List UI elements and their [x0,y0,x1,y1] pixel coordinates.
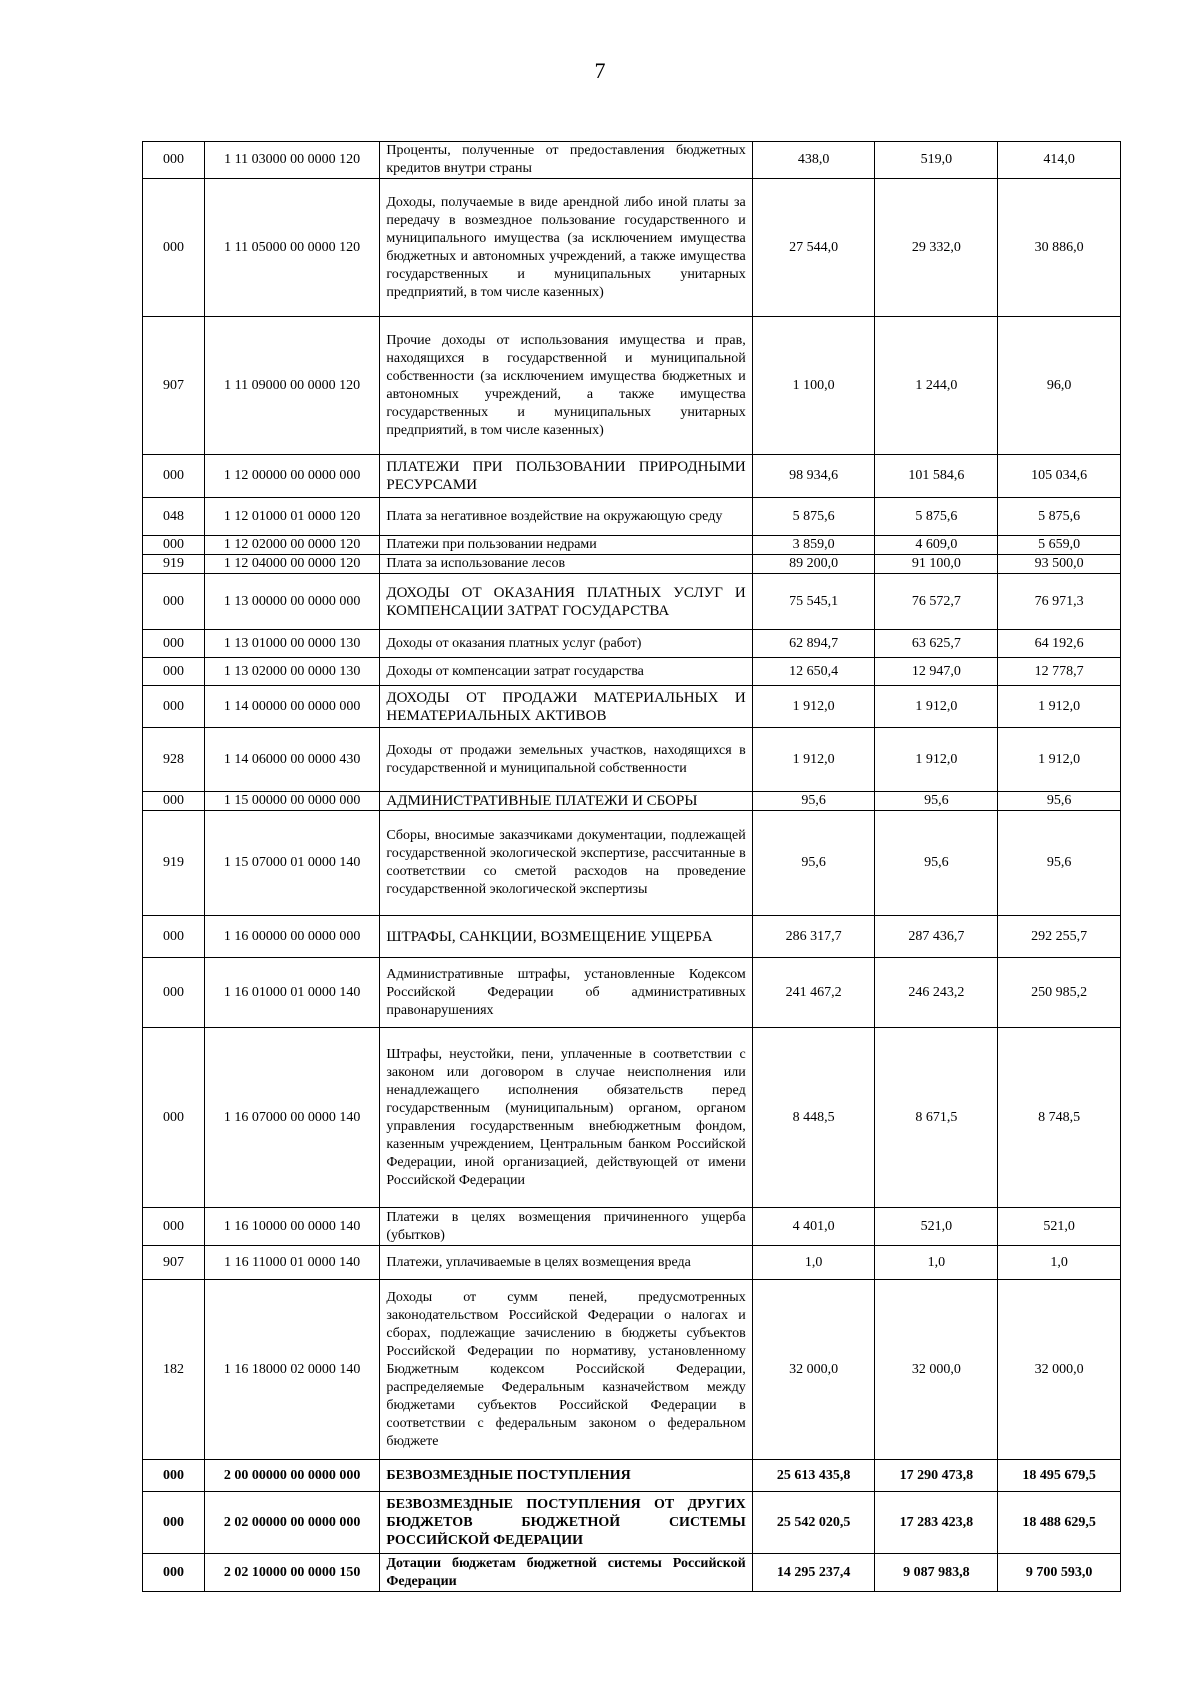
budget-classification-code: 1 16 18000 02 0000 140 [204,1280,380,1460]
admin-code: 907 [143,1246,205,1280]
admin-code: 000 [143,1554,205,1592]
revenue-name: БЕЗВОЗМЕЗДНЫЕ ПОСТУПЛЕНИЯ ОТ ДРУГИХ БЮДЖЕТОВ БЮДЖЕТНОЙ СИСТЕМЫ РОССИЙСКОЙ ФЕДЕРАЦИИ [380,1492,752,1554]
revenue-name: Доходы, получаемые в виде арендной либо иной платы за передачу в возмездное пользование государственного и муниципального имущества (за исключением имущества бюджетных и автономных учреждений, а также имущества государственных и муниципальных унитарных предприятий, в том числе казенных) [380,179,752,317]
table-row [143,1028,1121,1208]
table-row [143,1492,1121,1554]
amount-year-2: 9 087 983,8 [875,1554,998,1592]
admin-code: 919 [143,811,205,916]
budget-classification-code: 1 16 01000 01 0000 140 [204,958,380,1028]
amount-year-1: 12 650,4 [752,658,875,686]
amount-year-3: 95,6 [998,792,1121,811]
amount-year-2: 1 912,0 [875,728,998,792]
amount-year-2: 76 572,7 [875,574,998,630]
revenue-name: Платежи, уплачиваемые в целях возмещения вреда [380,1246,752,1280]
revenue-name: Плата за использование лесов [380,555,752,574]
admin-code: 182 [143,1280,205,1460]
budget-classification-code: 1 15 07000 01 0000 140 [204,811,380,916]
amount-year-3: 1 912,0 [998,686,1121,728]
table-row [143,498,1121,536]
budget-classification-code: 1 11 05000 00 0000 120 [204,179,380,317]
budget-classification-code: 2 02 10000 00 0000 150 [204,1554,380,1592]
amount-year-3: 5 659,0 [998,536,1121,555]
revenue-name: Административные штрафы, установленные Кодексом Российской Федерации об административных правонарушениях [380,958,752,1028]
table-row [143,455,1121,498]
amount-year-3: 93 500,0 [998,555,1121,574]
admin-code: 000 [143,455,205,498]
budget-classification-code: 1 16 00000 00 0000 000 [204,916,380,958]
admin-code: 000 [143,916,205,958]
amount-year-1: 98 934,6 [752,455,875,498]
revenue-name: ПЛАТЕЖИ ПРИ ПОЛЬЗОВАНИИ ПРИРОДНЫМИ РЕСУРСАМИ [380,455,752,498]
revenue-name: Штрафы, неустойки, пени, уплаченные в соответствии с законом или договором в случае неисполнения или ненадлежащего исполнения обязательств перед государственным (муниципальным) органом, органом управления государственным внебюджетным фондом, казенным учреждением, Центральным банком Российской Федерации, иной организацией, действующей от имени Российской Федерации [380,1028,752,1208]
revenue-name: Проценты, полученные от предоставления бюджетных кредитов внутри страны [380,142,752,179]
amount-year-1: 5 875,6 [752,498,875,536]
table-row [143,179,1121,317]
admin-code: 000 [143,1028,205,1208]
amount-year-2: 95,6 [875,792,998,811]
amount-year-3: 18 488 629,5 [998,1492,1121,1554]
amount-year-1: 32 000,0 [752,1280,875,1460]
admin-code: 928 [143,728,205,792]
amount-year-3: 95,6 [998,811,1121,916]
table-row [143,658,1121,686]
budget-classification-code: 1 12 00000 00 0000 000 [204,455,380,498]
amount-year-2: 63 625,7 [875,630,998,658]
amount-year-2: 8 671,5 [875,1028,998,1208]
table-row [143,630,1121,658]
budget-classification-code: 1 13 01000 00 0000 130 [204,630,380,658]
amount-year-2: 91 100,0 [875,555,998,574]
budget-classification-code: 2 02 00000 00 0000 000 [204,1492,380,1554]
amount-year-1: 25 613 435,8 [752,1460,875,1492]
budget-classification-code: 1 12 04000 00 0000 120 [204,555,380,574]
amount-year-1: 1,0 [752,1246,875,1280]
amount-year-3: 64 192,6 [998,630,1121,658]
revenue-name: Платежи в целях возмещения причиненного ущерба (убытков) [380,1208,752,1246]
table-row [143,1246,1121,1280]
budget-classification-code: 1 14 00000 00 0000 000 [204,686,380,728]
amount-year-2: 519,0 [875,142,998,179]
amount-year-3: 30 886,0 [998,179,1121,317]
admin-code: 000 [143,630,205,658]
amount-year-3: 292 255,7 [998,916,1121,958]
amount-year-1: 286 317,7 [752,916,875,958]
budget-classification-code: 1 16 10000 00 0000 140 [204,1208,380,1246]
table-row [143,1460,1121,1492]
amount-year-3: 12 778,7 [998,658,1121,686]
amount-year-2: 32 000,0 [875,1280,998,1460]
budget-classification-code: 1 12 02000 00 0000 120 [204,536,380,555]
revenue-name: АДМИНИСТРАТИВНЫЕ ПЛАТЕЖИ И СБОРЫ [380,792,752,811]
budget-classification-code: 1 16 11000 01 0000 140 [204,1246,380,1280]
amount-year-2: 95,6 [875,811,998,916]
amount-year-1: 438,0 [752,142,875,179]
revenue-name: ДОХОДЫ ОТ ПРОДАЖИ МАТЕРИАЛЬНЫХ И НЕМАТЕРИАЛЬНЫХ АКТИВОВ [380,686,752,728]
admin-code: 000 [143,686,205,728]
budget-classification-code: 1 11 09000 00 0000 120 [204,317,380,455]
budget-classification-code: 2 00 00000 00 0000 000 [204,1460,380,1492]
table-row [143,792,1121,811]
amount-year-1: 14 295 237,4 [752,1554,875,1592]
table-row [143,958,1121,1028]
table-row [143,555,1121,574]
amount-year-3: 521,0 [998,1208,1121,1246]
amount-year-2: 4 609,0 [875,536,998,555]
admin-code: 000 [143,792,205,811]
amount-year-2: 101 584,6 [875,455,998,498]
amount-year-3: 105 034,6 [998,455,1121,498]
admin-code: 000 [143,958,205,1028]
amount-year-1: 75 545,1 [752,574,875,630]
admin-code: 000 [143,1208,205,1246]
revenue-name: Доходы от оказания платных услуг (работ) [380,630,752,658]
amount-year-3: 96,0 [998,317,1121,455]
amount-year-1: 25 542 020,5 [752,1492,875,1554]
table-row [143,1208,1121,1246]
amount-year-3: 76 971,3 [998,574,1121,630]
amount-year-3: 1,0 [998,1246,1121,1280]
table-row [143,574,1121,630]
amount-year-3: 32 000,0 [998,1280,1121,1460]
amount-year-1: 1 912,0 [752,728,875,792]
amount-year-3: 5 875,6 [998,498,1121,536]
amount-year-2: 1 244,0 [875,317,998,455]
table-row [143,317,1121,455]
budget-classification-code: 1 11 03000 00 0000 120 [204,142,380,179]
amount-year-2: 521,0 [875,1208,998,1246]
amount-year-1: 62 894,7 [752,630,875,658]
amount-year-2: 12 947,0 [875,658,998,686]
admin-code: 048 [143,498,205,536]
budget-classification-code: 1 12 01000 01 0000 120 [204,498,380,536]
admin-code: 000 [143,658,205,686]
amount-year-2: 287 436,7 [875,916,998,958]
revenue-name: Сборы, вносимые заказчиками документации, подлежащей государственной экологической экспертизе, рассчитанные в соответствии со сметой расходов на проведение государственной экологической экспертизы [380,811,752,916]
amount-year-1: 95,6 [752,792,875,811]
admin-code: 000 [143,536,205,555]
amount-year-1: 8 448,5 [752,1028,875,1208]
admin-code: 000 [143,179,205,317]
amount-year-1: 89 200,0 [752,555,875,574]
admin-code: 919 [143,555,205,574]
revenue-name: Платежи при пользовании недрами [380,536,752,555]
table-row [143,728,1121,792]
amount-year-2: 29 332,0 [875,179,998,317]
revenue-name: Доходы от сумм пеней, предусмотренных законодательством Российской Федерации о налогах и сборах, подлежащие зачислению в бюджеты субъектов Российской Федерации по нормативу, установленному Бюджетным кодексом Российской Федерации, распределяемые Федеральным казначейством между бюджетами субъектов Российской Федерации в соответствии с федеральным законом о федеральном бюджете [380,1280,752,1460]
table-row [143,1554,1121,1592]
revenue-name: ДОХОДЫ ОТ ОКАЗАНИЯ ПЛАТНЫХ УСЛУГ И КОМПЕНСАЦИИ ЗАТРАТ ГОСУДАРСТВА [380,574,752,630]
amount-year-3: 9 700 593,0 [998,1554,1121,1592]
table-row [143,536,1121,555]
amount-year-3: 414,0 [998,142,1121,179]
amount-year-2: 246 243,2 [875,958,998,1028]
amount-year-1: 3 859,0 [752,536,875,555]
table-row [143,142,1121,179]
budget-classification-code: 1 14 06000 00 0000 430 [204,728,380,792]
admin-code: 000 [143,1460,205,1492]
revenue-name: Доходы от продажи земельных участков, находящихся в государственной и муниципальной собственности [380,728,752,792]
amount-year-2: 17 283 423,8 [875,1492,998,1554]
amount-year-1: 1 100,0 [752,317,875,455]
revenue-name: Дотации бюджетам бюджетной системы Российской Федерации [380,1554,752,1592]
amount-year-2: 1,0 [875,1246,998,1280]
admin-code: 000 [143,1492,205,1554]
table-row [143,686,1121,728]
table-row [143,1280,1121,1460]
table-row [143,916,1121,958]
amount-year-3: 18 495 679,5 [998,1460,1121,1492]
revenue-name: БЕЗВОЗМЕЗДНЫЕ ПОСТУПЛЕНИЯ [380,1460,752,1492]
budget-classification-code: 1 13 02000 00 0000 130 [204,658,380,686]
page-number: 7 [594,58,606,83]
table-row [143,811,1121,916]
revenue-name: ШТРАФЫ, САНКЦИИ, ВОЗМЕЩЕНИЕ УЩЕРБА [380,916,752,958]
revenue-name: Плата за негативное воздействие на окружающую среду [380,498,752,536]
amount-year-2: 17 290 473,8 [875,1460,998,1492]
amount-year-1: 241 467,2 [752,958,875,1028]
budget-classification-code: 1 15 00000 00 0000 000 [204,792,380,811]
budget-classification-code: 1 16 07000 00 0000 140 [204,1028,380,1208]
amount-year-3: 250 985,2 [998,958,1121,1028]
amount-year-1: 95,6 [752,811,875,916]
amount-year-3: 8 748,5 [998,1028,1121,1208]
budget-classification-code: 1 13 00000 00 0000 000 [204,574,380,630]
amount-year-1: 4 401,0 [752,1208,875,1246]
amount-year-3: 1 912,0 [998,728,1121,792]
amount-year-1: 1 912,0 [752,686,875,728]
admin-code: 000 [143,574,205,630]
admin-code: 000 [143,142,205,179]
revenue-table [142,141,1121,1592]
revenue-name: Прочие доходы от использования имущества и прав, находящихся в государственной и муниципальной собственности (за исключением имущества бюджетных и автономных учреждений, а также имущества государственных и муниципальных унитарных предприятий, в том числе казенных) [380,317,752,455]
admin-code: 907 [143,317,205,455]
revenue-name: Доходы от компенсации затрат государства [380,658,752,686]
amount-year-2: 1 912,0 [875,686,998,728]
amount-year-1: 27 544,0 [752,179,875,317]
amount-year-2: 5 875,6 [875,498,998,536]
